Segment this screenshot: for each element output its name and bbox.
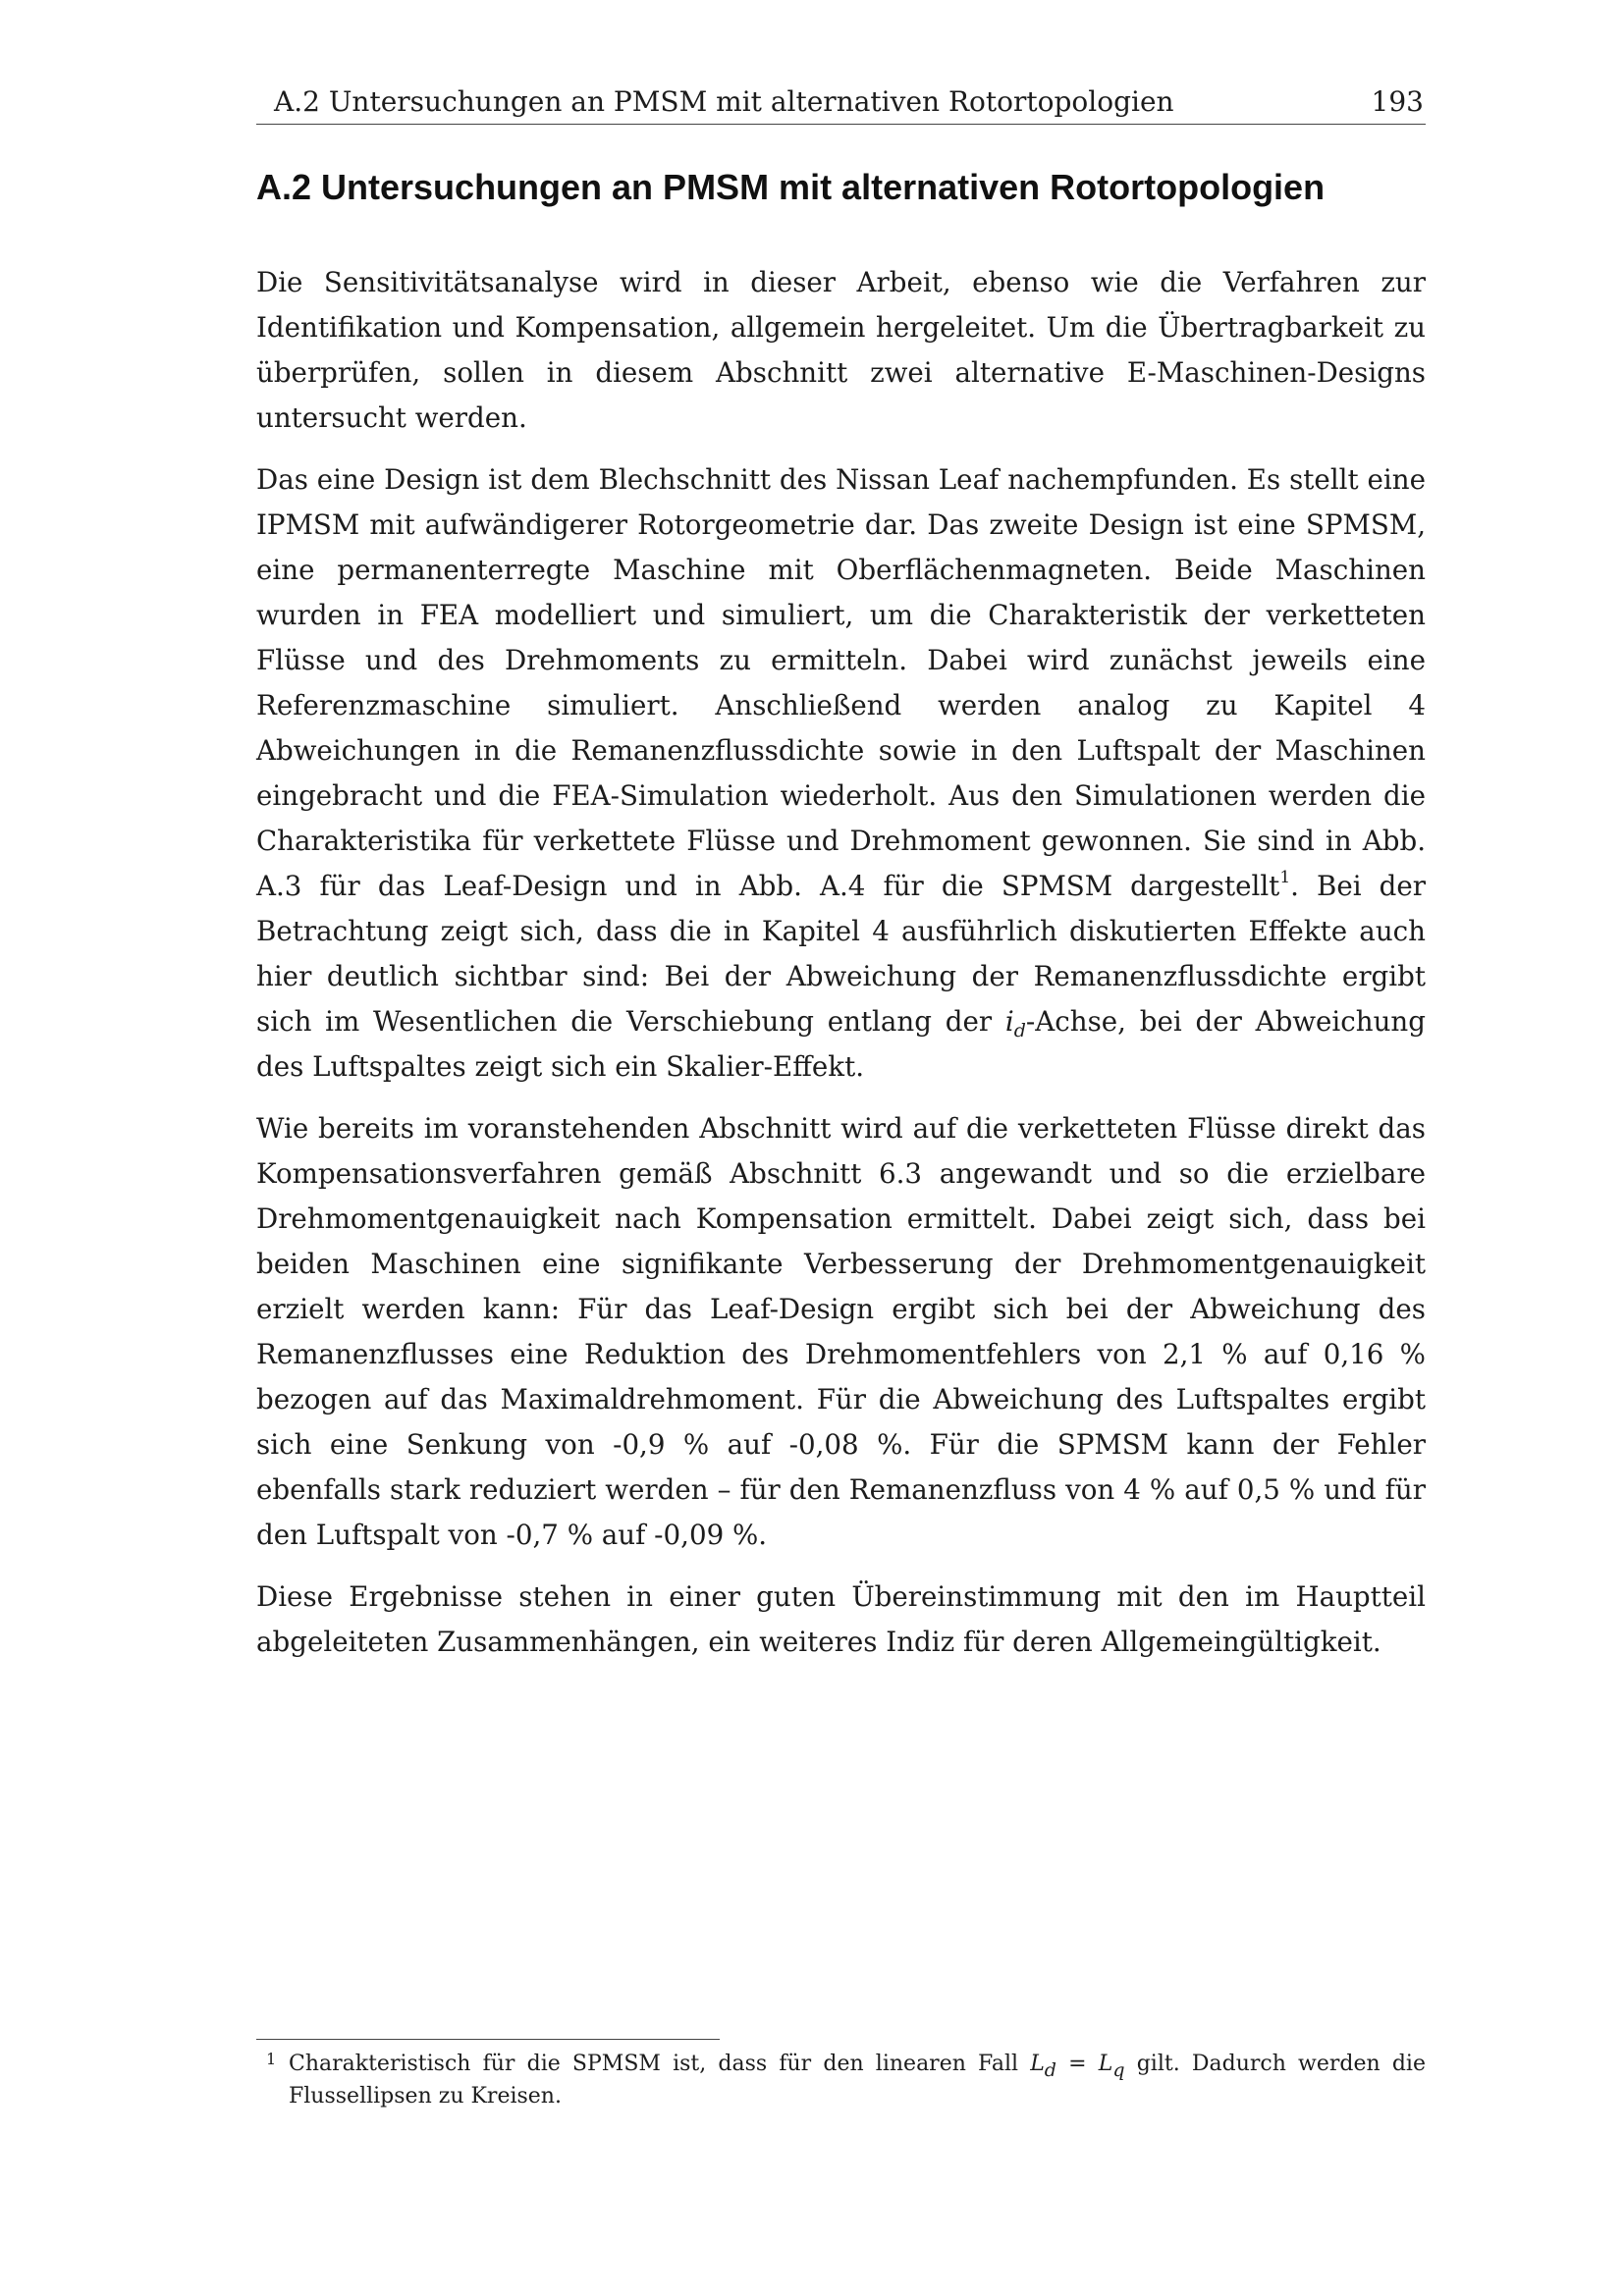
footnote-reference[interactable]: 1 <box>1279 868 1291 887</box>
math-subscript-d: d <box>1044 2059 1056 2081</box>
footnote-marker: 1 <box>266 2050 277 2068</box>
math-i: i <box>1004 1005 1014 1038</box>
paragraph-4: Diese Ergebnisse stehen in einer guten Übereinstimmung mit den im Hauptteil abgeleiteten Zusammenhängen, ein weiteres Indiz für deren Allgemeingültigkeit. <box>256 1580 1426 1658</box>
footnote-text-b: gilt. Dadurch werden die Flussellipsen zu Kreisen. <box>289 2052 1426 2109</box>
math-L: L <box>1030 2052 1045 2076</box>
math-L: L <box>1098 2052 1113 2076</box>
paragraph-1: Die Sensitivitätsanalyse wird in dieser Arbeit, ebenso wie die Verfahren zur Identifikation und Kompensation, allgemein hergeleitet. Um die Übertragbarkeit zu überprüfen, sollen in diesem Abschnitt zwei alternative E-Maschinen-Designs untersucht werden. <box>256 266 1426 434</box>
math-L-q <box>1098 2052 1125 2081</box>
math-subscript-d: d <box>1013 1020 1026 1041</box>
running-head <box>256 84 1426 125</box>
paragraph-2 <box>256 457 1426 1090</box>
page-number: 193 <box>1371 85 1424 118</box>
paragraph-3: Wie bereits im voranstehenden Abschnitt wird auf die verketteten Flüsse direkt das Kompensationsverfahren gemäß Abschnitt 6.3 angewandt und so die erzielbare Drehmomentgenauigkeit nach Kompensation ermittelt. Dabei zeigt sich, dass bei beiden Maschinen eine signifikante Verbesserung der Drehmomentgenauigkeit erzielt werden kann: Für das Leaf-Design ergibt sich bei der Abweichung des Remanenzflusses eine Reduktion des Drehmomentfehlers von 2,1 % auf 0,16 % bezogen auf das Maximaldrehmoment. Für die Abweichung des Luftspaltes ergibt sich eine Senkung von -0,9 % auf -0,08 %. Für die SPMSM kann der Fehler ebenfalls stark reduziert werden – für den Remanenzfluss von 4 % auf 0,5 % und für den Luftspalt von -0,7 % auf -0,09 %. <box>256 1112 1426 1551</box>
math-L-d <box>1030 2052 1056 2081</box>
math-i-d <box>1004 1005 1026 1041</box>
footnote-text <box>289 2048 1426 2112</box>
math-equals: = <box>1056 2052 1099 2076</box>
paragraph-2-text-c: -Achse, bei der Abweichung des Luftspaltes zeigt sich ein Skalier-Effekt. <box>256 1005 1426 1083</box>
math-subscript-q: q <box>1112 2059 1125 2081</box>
section-title: A.2 Untersuchungen an PMSM mit alternativen Rotortopologien <box>256 167 1326 207</box>
paragraph-2-text-a: Das eine Design ist dem Blechschnitt des Nissan Leaf nachempfunden. Es stellt eine IPMSM mit aufwändigerer Rotorgeometrie dar. Das zweite Design ist eine SPMSM, eine permanenterregte Maschine mit Oberflächenmagneten. Beide Maschinen wurden in FEA modelliert und simuliert, um die Charakteristik der verketteten Flüsse und des Drehmoments zu ermitteln. Dabei wird zunächst jeweils eine Referenzmaschine simuliert. Anschließend werden analog zu Kapitel 4 Abweichungen in die Remanenzflussdichte sowie in den Luftspalt der Maschinen eingebracht und die FEA-Simulation wiederholt. Aus den Simulationen werden die Charakteristika für verkettete Flüsse und Drehmoment gewonnen. Sie sind in Abb. A.3 für das Leaf-Design und in Abb. A.4 für die SPMSM dargestellt <box>256 463 1426 902</box>
footnote-rule <box>256 2039 720 2040</box>
body-text <box>256 260 1426 1682</box>
footnote-text-a: Charakteristisch für die SPMSM ist, dass für den linearen Fall <box>289 2052 1031 2076</box>
running-head-title: A.2 Untersuchungen an PMSM mit alternativen Rotortopologien <box>274 85 1174 118</box>
footnote <box>256 2048 1426 2112</box>
paragraph-2-text-b: . Bei der Betrachtung zeigt sich, dass die in Kapitel 4 ausführlich diskutierten Effekte auch hier deutlich sichtbar sind: Bei der Abweichung der Remanenzflussdichte ergibt sich im Wesentlichen die Verschiebung entlang der <box>256 870 1426 1038</box>
